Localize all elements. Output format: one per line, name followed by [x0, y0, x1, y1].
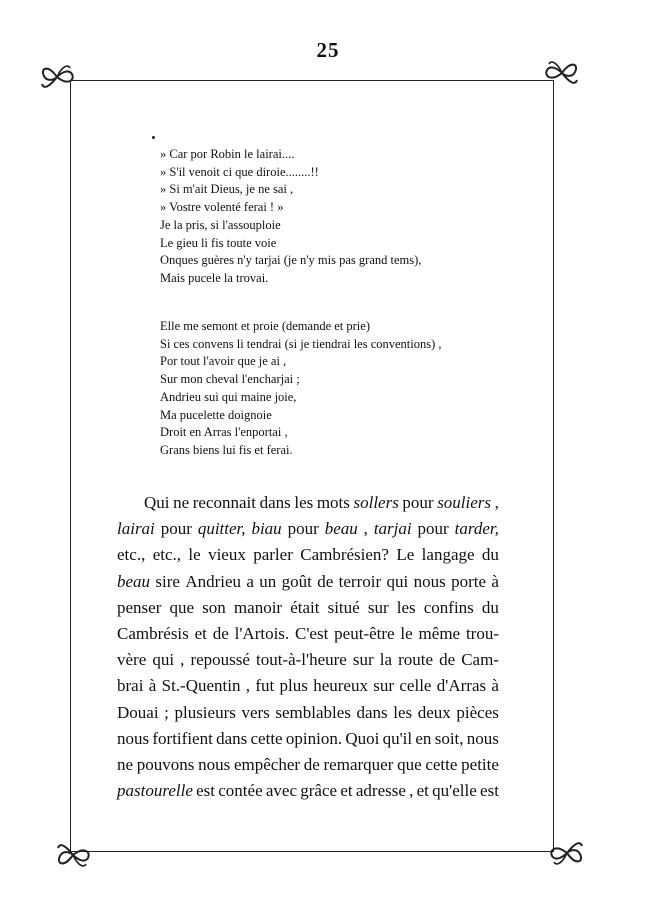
prose-word: fut — [255, 676, 275, 696]
prose-word: quitter, — [197, 519, 246, 539]
prose-word: Le — [396, 545, 415, 565]
prose-word: d'Arras — [436, 676, 487, 696]
prose-word: dans — [259, 493, 291, 512]
verse-line: Le gieu li fis toute voie — [160, 235, 277, 250]
prose-word: pour — [402, 493, 434, 512]
verse-line: Si ces convens li tendrai (si je tiendrai les conventions) , — [160, 336, 442, 351]
prose-word: les — [393, 702, 413, 722]
verse-line: » Car por Robin le lairai.... — [160, 147, 295, 161]
prose-word: etc., — [152, 545, 182, 565]
prose-word: repoussé — [190, 650, 250, 670]
prose-word: le — [188, 545, 201, 565]
prose-word: sur — [367, 597, 389, 617]
prose-word: opinion. — [285, 728, 343, 748]
prose-word: était — [290, 597, 320, 617]
prose-word: plus — [279, 676, 308, 696]
prose-word: goût — [281, 571, 312, 591]
verse-line: Grans biens lui fis et ferai. — [160, 442, 293, 457]
prose-word: deux — [417, 702, 451, 722]
verse-line: » Vostre volenté ferai ! » — [160, 200, 284, 215]
prose-word: le — [400, 624, 413, 644]
prose-word: vers — [241, 702, 270, 722]
prose-word: du — [481, 545, 499, 565]
prose-word: Cambrésien? — [300, 545, 389, 565]
prose-word: Andrieu — [185, 571, 242, 591]
prose-word: mots — [316, 493, 350, 512]
prose-word: soit, — [434, 728, 464, 748]
prose-line — [117, 752, 499, 778]
prose-word: les — [396, 597, 416, 617]
prose-word: nous — [413, 571, 446, 591]
prose-line — [117, 595, 499, 621]
prose-word: est — [196, 781, 216, 801]
verse-line: Ma pucelette doignoie — [160, 407, 272, 422]
prose-word: pastourelle — [117, 781, 193, 801]
prose-word: sollers — [353, 493, 399, 512]
prose-word: vieux — [208, 545, 246, 565]
prose-word: même — [418, 624, 461, 644]
prose-word: cette — [250, 728, 283, 748]
prose-word: nous — [117, 728, 150, 748]
prose-word: a — [246, 571, 254, 591]
prose-line — [117, 621, 499, 647]
prose-word: en — [415, 728, 432, 748]
prose-word: route — [398, 650, 434, 670]
prose-word: biau — [251, 519, 282, 539]
prose-word: et — [340, 781, 353, 801]
prose-word: sur — [373, 676, 395, 696]
prose-word: penser — [117, 597, 162, 617]
prose-word: pouvons — [136, 755, 195, 775]
corner-ornament-top-left-icon — [38, 60, 76, 94]
prose-word: et — [416, 781, 429, 801]
prose-word: la — [379, 650, 393, 670]
prose-word: un — [259, 571, 277, 591]
stray-ink-dot — [152, 136, 155, 139]
prose-word: sire — [155, 571, 180, 591]
verse-line: Droit en Arras l'enportai , — [160, 425, 288, 440]
prose-line — [117, 542, 499, 568]
prose-word: qui — [152, 650, 175, 670]
verse-line: Je la pris, si l'assouploie — [160, 217, 281, 232]
prose-line — [117, 490, 499, 516]
prose-word: parler — [253, 545, 293, 565]
prose-line — [117, 778, 499, 804]
prose-word: est — [480, 781, 499, 801]
prose-word: confins — [423, 597, 474, 617]
prose-word: du — [481, 597, 499, 617]
prose-word: langage — [421, 545, 475, 565]
prose-word: plusieurs — [174, 702, 236, 722]
prose-word: remarquer — [323, 755, 394, 775]
prose-word: et — [194, 624, 207, 644]
prose-word: les — [294, 493, 314, 512]
prose-word: sur — [352, 650, 374, 670]
prose-line — [117, 700, 499, 726]
prose-word: souliers — [437, 493, 492, 512]
prose-word: brai — [117, 676, 144, 696]
verse-line: Andrieu sui qui maine joie, — [160, 389, 297, 404]
prose-word: à — [148, 676, 157, 696]
prose-word: semblables — [275, 702, 351, 722]
prose-word: que — [397, 755, 422, 775]
prose-word: tout-à-l'heure — [255, 650, 347, 670]
prose-word: heureux — [313, 676, 368, 696]
verse-line: » Si m'ait Dieus, je ne sai , — [160, 182, 294, 197]
prose-word: l'Artois. — [234, 624, 290, 644]
prose-word: son — [202, 597, 226, 617]
prose-word: ne — [173, 493, 190, 512]
prose-word: porte — [451, 571, 487, 591]
prose-word: nous — [466, 728, 499, 748]
prose-word: fortifient — [152, 728, 213, 748]
prose-word: pour — [287, 519, 319, 539]
prose-word: pièces — [456, 702, 499, 722]
verse-line: Sur mon cheval l'encharjai ; — [160, 372, 300, 387]
prose-word: qu'il — [382, 728, 413, 748]
prose-word: de — [212, 624, 229, 644]
prose-word: dans — [356, 702, 388, 722]
prose-word: situé — [327, 597, 360, 617]
verse-line: Por tout l'avoir que je ai , — [160, 354, 287, 369]
prose-word: , — [409, 781, 414, 801]
prose-word: C'est — [295, 624, 329, 644]
prose-word: , — [494, 493, 499, 512]
prose-word: beau — [324, 519, 358, 539]
prose-word: qu'elle — [432, 781, 477, 801]
prose-word: pour — [160, 519, 192, 539]
prose-word: que — [169, 597, 195, 617]
verse-stanza-2 — [160, 318, 442, 460]
verse-line: Onques guères n'y tarjai (je n'y mis pas grand tems), — [160, 253, 422, 268]
prose-line — [117, 647, 499, 673]
prose-word: lairai — [117, 519, 155, 539]
corner-ornament-bottom-left-icon — [54, 838, 92, 872]
verse-line: » S'il venoit ci que diroie........!! — [160, 164, 319, 179]
prose-word: , — [245, 676, 251, 696]
prose-word: adresse — [355, 781, 406, 801]
prose-paragraph — [117, 490, 499, 804]
prose-word: Douai — [117, 702, 159, 722]
prose-word: Cam- — [461, 650, 499, 670]
prose-word: de — [303, 755, 320, 775]
prose-word: etc., — [117, 545, 146, 565]
prose-word: petite — [461, 755, 499, 775]
prose-line — [117, 726, 499, 752]
prose-word: dans — [216, 728, 248, 748]
prose-word: grâce — [300, 781, 338, 801]
prose-word: empêcher — [233, 755, 301, 775]
prose-word: Quoi — [345, 728, 380, 748]
prose-word: pour — [417, 519, 449, 539]
prose-word: reconnait — [192, 493, 256, 512]
prose-word: ne — [117, 755, 134, 775]
prose-word: manoir — [233, 597, 283, 617]
verse-stanza-1 — [160, 146, 421, 288]
prose-word: tarjai — [373, 519, 412, 539]
prose-word: celle — [399, 676, 432, 696]
prose-word: beau — [117, 571, 151, 591]
page-number: 25 — [316, 38, 340, 62]
prose-word: cette — [425, 755, 458, 775]
prose-word: terroir — [338, 571, 382, 591]
prose-word: trou- — [465, 624, 499, 644]
prose-word: à — [491, 676, 499, 696]
prose-word: de — [317, 571, 334, 591]
corner-ornament-bottom-right-icon — [548, 836, 586, 870]
prose-word: à — [491, 571, 499, 591]
prose-word: St.-Quentin — [161, 676, 241, 696]
prose-word: peut-être — [334, 624, 395, 644]
prose-line — [117, 569, 499, 595]
verse-line: Mais pucele la trovai. — [160, 270, 269, 285]
prose-line — [117, 516, 499, 542]
corner-ornament-top-right-icon — [543, 56, 581, 90]
prose-word: Qui — [144, 493, 170, 512]
prose-word: vère — [117, 650, 147, 670]
verse-line: Elle me semont et proie (demande et prie) — [160, 319, 370, 333]
prose-word: nous — [198, 755, 231, 775]
prose-line — [117, 673, 499, 699]
prose-word: ; — [164, 702, 169, 722]
prose-word: de — [439, 650, 456, 670]
prose-word: , — [363, 519, 368, 539]
prose-word: Cambrésis — [117, 624, 189, 644]
prose-word: contée — [218, 781, 263, 801]
prose-word: avec — [265, 781, 298, 801]
prose-word: tarder, — [454, 519, 499, 539]
prose-word: qui — [386, 571, 409, 591]
prose-word: , — [180, 650, 185, 670]
